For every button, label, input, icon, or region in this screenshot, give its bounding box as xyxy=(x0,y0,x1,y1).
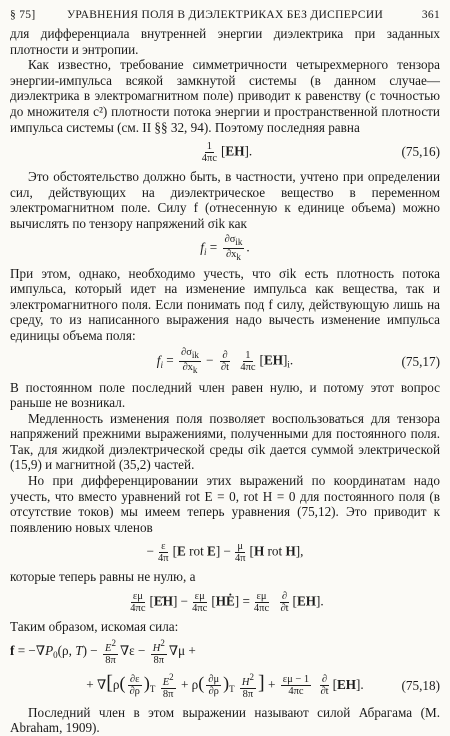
equation-tag-75-18: (75,18) xyxy=(401,677,440,693)
paragraph-10: Последний член в этом выражении называют силой Абрагама (M. Abraham, 1909). xyxy=(10,704,440,736)
equation-nonzero-terms xyxy=(10,587,440,617)
paragraph-6: Медленность изменения поля позволяет воспользоваться для тензора напряжений прежними выражениями, полученными для постоянного поля. Так, для жидкой диэлектрической среды σik дается суммой электрической (15,9) и магнитной (35,2) частей. xyxy=(10,410,440,473)
paragraph-8: которые теперь равны не нулю, а xyxy=(10,569,196,585)
running-title: УРАВНЕНИЯ ПОЛЯ В ДИЭЛЕКТРИКАХ БЕЗ ДИСПЕРСИИ xyxy=(66,9,384,21)
running-header xyxy=(10,6,440,24)
paragraph-7: Но при дифференцировании этих выражений по координатам надо учесть, что вместо уравнений rot E = 0, rot H = 0 для постоянного поля (в отсутствие токов) мы имеем теперь уравнения (75,12). Это приводит к появлению новых членов xyxy=(10,473,440,535)
equation-75-18-line2 xyxy=(10,669,440,703)
equation-75-16-expr: $\frac{1}{4\pi c}$ [EH]. xyxy=(201,140,253,164)
paragraph-4: При этом, однако, необходимо учесть, что σik есть плотность потока импульса, который идет на изменение импульса как вещества, так и электромагнитного поля. Если понимать под f силу, действующую лишь на среду, то из написанного выражения надо вычесть изменение импульса единицы объема поля: xyxy=(10,265,440,343)
equation-75-18-line1 xyxy=(10,637,440,667)
paragraph-2: Как известно, требование симметричности четырехмерного тензора энергии-импульса всякой замкнутой системы (в данном случае—диэлектрика в электромагнитном поле) приводит к равенству (с точностью до множителя c²) плотности потока энергии и пространственной плотности импульса системы (см. II §§ 32, 94). Поэтому последняя равна xyxy=(10,57,440,135)
paragraph-5: В постоянном поле последний член равен нулю, и потому этот вопрос раньше не возникал. xyxy=(10,379,440,411)
equation-new-terms-expr: − $\frac{\varepsilon}{4\pi}$ [E rot E] − $\frac{\mu}{4\pi}$ [H rot H], xyxy=(146,540,304,564)
equation-force-density-expr: $f_i$ = $\frac{\text{∂σik}}{\partial xk}$ . xyxy=(200,234,250,263)
equation-tag-75-17: (75,17) xyxy=(401,353,440,369)
paragraph-1: для дифференциала внутренней энергии диэлектрика при заданных плотности и энтропии. xyxy=(10,26,440,57)
section-ref: § 75] xyxy=(10,9,36,21)
equation-75-16 xyxy=(10,137,440,167)
paragraph-3: Это обстоятельство должно быть, в частности, учтено при определении сил, действующих на диэлектрическое вещество в переменном электромагнитном поле. Силу f (отнесенную к единице объема) можно вычислять по тензору напряжений σik как xyxy=(10,169,440,231)
equation-75-18-line2-expr: + ∇[ρ( $\frac{\partial\varepsilon}{\partial\rho}$ )$_T$ $\frac{E2}{8\pi}$ + ρ( $\frac{\partial\mu}{\partial\rho}$ )$_T$ $\frac{H2}{8\pi}$ ] + $\frac{\varepsilon\mu - 1}{4\pi c}$ $\frac{\partial}{\partial t}$ [EH]. xyxy=(86,671,364,700)
equation-tag-75-16: (75,16) xyxy=(401,144,440,160)
equation-nonzero-terms-expr: $\frac{\varepsilon\mu}{4\pi c}$ [EH] − $\frac{\varepsilon\mu}{4\pi c}$ [HĖ] = $\frac{\varepsilon\mu}{4\pi c}$ $\frac{\partial}{\partial t}$ [EH]. xyxy=(130,590,324,614)
equation-75-18-line1-expr: $f = -\nabla P_0(\rho$, T) − $\frac{E2}{8\pi}$ ∇ε − $\frac{H2}{8\pi}$ ∇μ + xyxy=(10,637,196,666)
paragraph-9: Таким образом, искомая сила: xyxy=(10,619,179,635)
page-number: 361 xyxy=(421,9,440,21)
equation-75-17 xyxy=(10,346,440,378)
page-body xyxy=(10,26,440,736)
equation-new-terms xyxy=(10,537,440,567)
equation-75-17-expr: $f_i$ = $\frac{\text{∂σik}}{\partial xk}$ − $\frac{\partial}{\partial t}$ $\frac{1}{4\pi c}$ $[EH]_i$. xyxy=(156,347,294,375)
equation-force-density xyxy=(10,234,440,264)
